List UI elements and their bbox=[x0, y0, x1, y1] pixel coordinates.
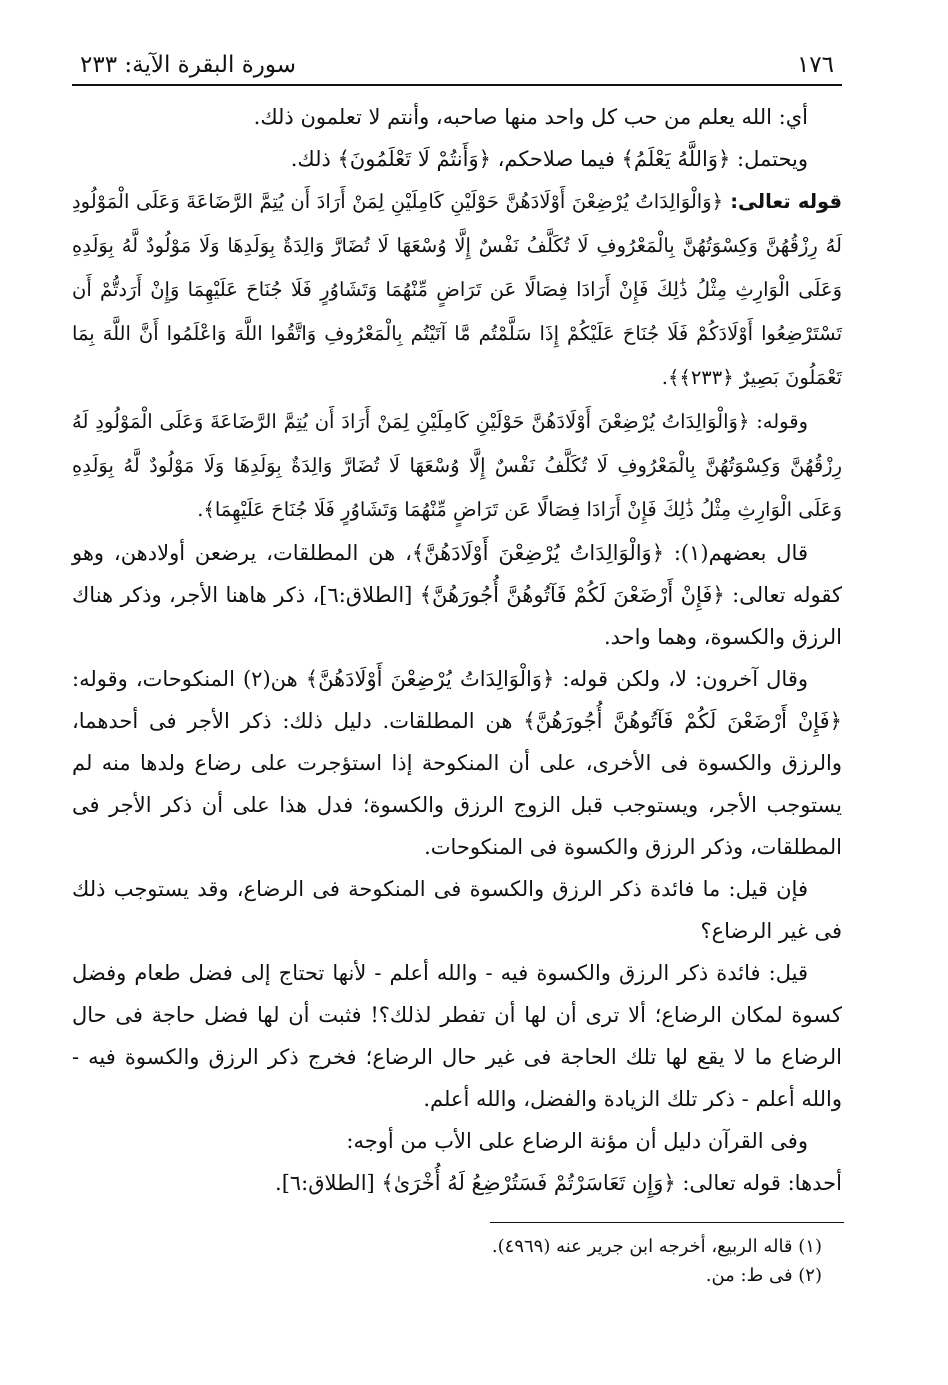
page bbox=[72, 52, 842, 1204]
paragraph: وقوله: ﴿وَالْوَالِدَاتُ يُرْضِعْنَ أَوْلَادَهُنَّ حَوْلَيْنِ كَامِلَيْنِ لِمَنْ أَرَادَ أَن يُتِمَّ الرَّضَاعَةَ وَعَلَى الْمَوْلُودِ لَهُ رِزْقُهُنَّ وَكِسْوَتُهُنَّ بِالْمَعْرُوفِ لَا تُكَلَّفُ نَفْسٌ إِلَّا وُسْعَهَا لَا تُضَارَّ وَالِدَةٌ بِوَلَدِهَا وَلَا مَوْلُودٌ لَّهُ بِوَلَدِهِ وَعَلَى الْوَارِثِ مِثْلُ ذَٰلِكَ فَإِنْ أَرَادَا فِصَالًا عَن تَرَاضٍ مِّنْهُمَا وَتَشَاوُرٍ فَلَا جُنَاحَ عَلَيْهِمَا﴾. bbox=[72, 410, 842, 521]
paragraph: فإن قيل: ما فائدة ذكر الرزق والكسوة فى المنكوحة فى الرضاع، وقد يستوجب ذلك فى غير الرضاع؟ bbox=[72, 877, 842, 943]
paragraph: قال بعضهم(١): ﴿وَالْوَالِدَاتُ يُرْضِعْنَ أَوْلَادَهُنَّ﴾، هن المطلقات، يرضعن أولادهن، وهو كقوله تعالى: ﴿فَإِنْ أَرْضَعْنَ لَكُمْ فَآتُوهُنَّ أُجُورَهُنَّ﴾ [الطلاق:٦]، ذكر هاهنا الأجر، وذكر هناك الرزق والكسوة، وهما واحد. bbox=[72, 541, 842, 649]
page-number: ١٧٦ bbox=[796, 52, 834, 78]
paragraph: أحدها: قوله تعالى: ﴿وَإِن تَعَاسَرْتُمْ فَسَتُرْضِعُ لَهُ أُخْرَىٰ﴾ [الطلاق:٦]. bbox=[275, 1171, 842, 1195]
paragraph: أي: الله يعلم من حب كل واحد منها صاحبه، وأنتم لا تعلمون ذلك. bbox=[253, 105, 808, 129]
main-text bbox=[72, 96, 842, 1204]
footnote: (١) قاله الربيع، أخرجه ابن جرير عنه (٤٩٦٩). bbox=[491, 1236, 822, 1257]
paragraph: قيل: فائدة ذكر الرزق والكسوة فيه - والله أعلم - لأنها تحتاج إلى فضل طعام وفضل كسوة لمكان الرضاع؛ ألا ترى أن لها أن تفطر لذلك؟! فثبت أن لها فضل حاجة فى حال الرضاع ما لا يقع لها تلك الحاجة فى غير حال الرضاع؛ فخرج ذكر الرزق والكسوة فيه - والله أعلم - ذكر تلك الزيادة والفضل، والله أعلم. bbox=[72, 961, 842, 1111]
paragraph: وقال آخرون: لا، ولكن قوله: ﴿وَالْوَالِدَاتُ يُرْضِعْنَ أَوْلَادَهُنَّ﴾ هن(٢) المنكوحات، وقوله: ﴿فَإِنْ أَرْضَعْنَ لَكُمْ فَآتُوهُنَّ أُجُورَهُنَّ﴾ هن المطلقات. دليل ذلك: ذكر الأجر فى أحدهما، والرزق والكسوة فى الأخرى، على أن المنكوحة إذا استؤجرت على رضاع ولدها منه لم يستوجب الأجر، ويستوجب قبل الزوج الرزق والكسوة؛ فدل هذا على أن ذكر الأجر فى المطلقات، وذكر الرزق والكسوة فى المنكوحات. bbox=[72, 667, 842, 859]
footnotes bbox=[72, 1232, 822, 1290]
verse-text: ﴿وَالْوَالِدَاتُ يُرْضِعْنَ أَوْلَادَهُنَّ حَوْلَيْنِ كَامِلَيْنِ لِمَنْ أَرَادَ أَن يُتِمَّ الرَّضَاعَةَ وَعَلَى الْمَوْلُودِ لَهُ رِزْقُهُنَّ وَكِسْوَتُهُنَّ بِالْمَعْرُوفِ لَا تُكَلَّفُ نَفْسٌ إِلَّا وُسْعَهَا لَا تُضَارَّ وَالِدَةٌ بِوَلَدِهَا وَلَا مَوْلُودٌ لَّهُ بِوَلَدِهِ وَعَلَى الْوَارِثِ مِثْلُ ذَٰلِكَ فَإِنْ أَرَادَا فِصَالًا عَن تَرَاضٍ مِّنْهُمَا وَتَشَاوُرٍ فَلَا جُنَاحَ عَلَيْهِمَا وَإِنْ أَرَدتُّمْ أَن تَسْتَرْضِعُوا أَوْلَادَكُمْ فَلَا جُنَاحَ عَلَيْكُمْ إِذَا سَلَّمْتُم مَّا آتَيْتُم بِالْمَعْرُوفِ وَاتَّقُوا اللَّهَ وَاعْلَمُوا أَنَّ اللَّهَ بِمَا تَعْمَلُونَ بَصِيرٌ ﴿٢٣٣﴾﴾. bbox=[72, 190, 842, 389]
paragraph: ويحتمل: ﴿وَاللَّهُ يَعْلَمُ﴾ فيما صلاحكم، ﴿وَأَنتُمْ لَا تَعْلَمُونَ﴾ ذلك. bbox=[290, 147, 808, 171]
page-header bbox=[72, 52, 842, 84]
footnote: (٢) فى ط: من. bbox=[705, 1265, 822, 1286]
paragraph: وفى القرآن دليل أن مؤنة الرضاع على الأب من أوجه: bbox=[346, 1129, 808, 1153]
verse-label: قوله تعالى: bbox=[723, 190, 843, 213]
verse-block bbox=[72, 180, 842, 400]
footnote-rule bbox=[490, 1222, 844, 1223]
chapter-title: سورة البقرة الآية: ٢٣٣ bbox=[80, 52, 297, 78]
header-rule bbox=[72, 84, 842, 86]
